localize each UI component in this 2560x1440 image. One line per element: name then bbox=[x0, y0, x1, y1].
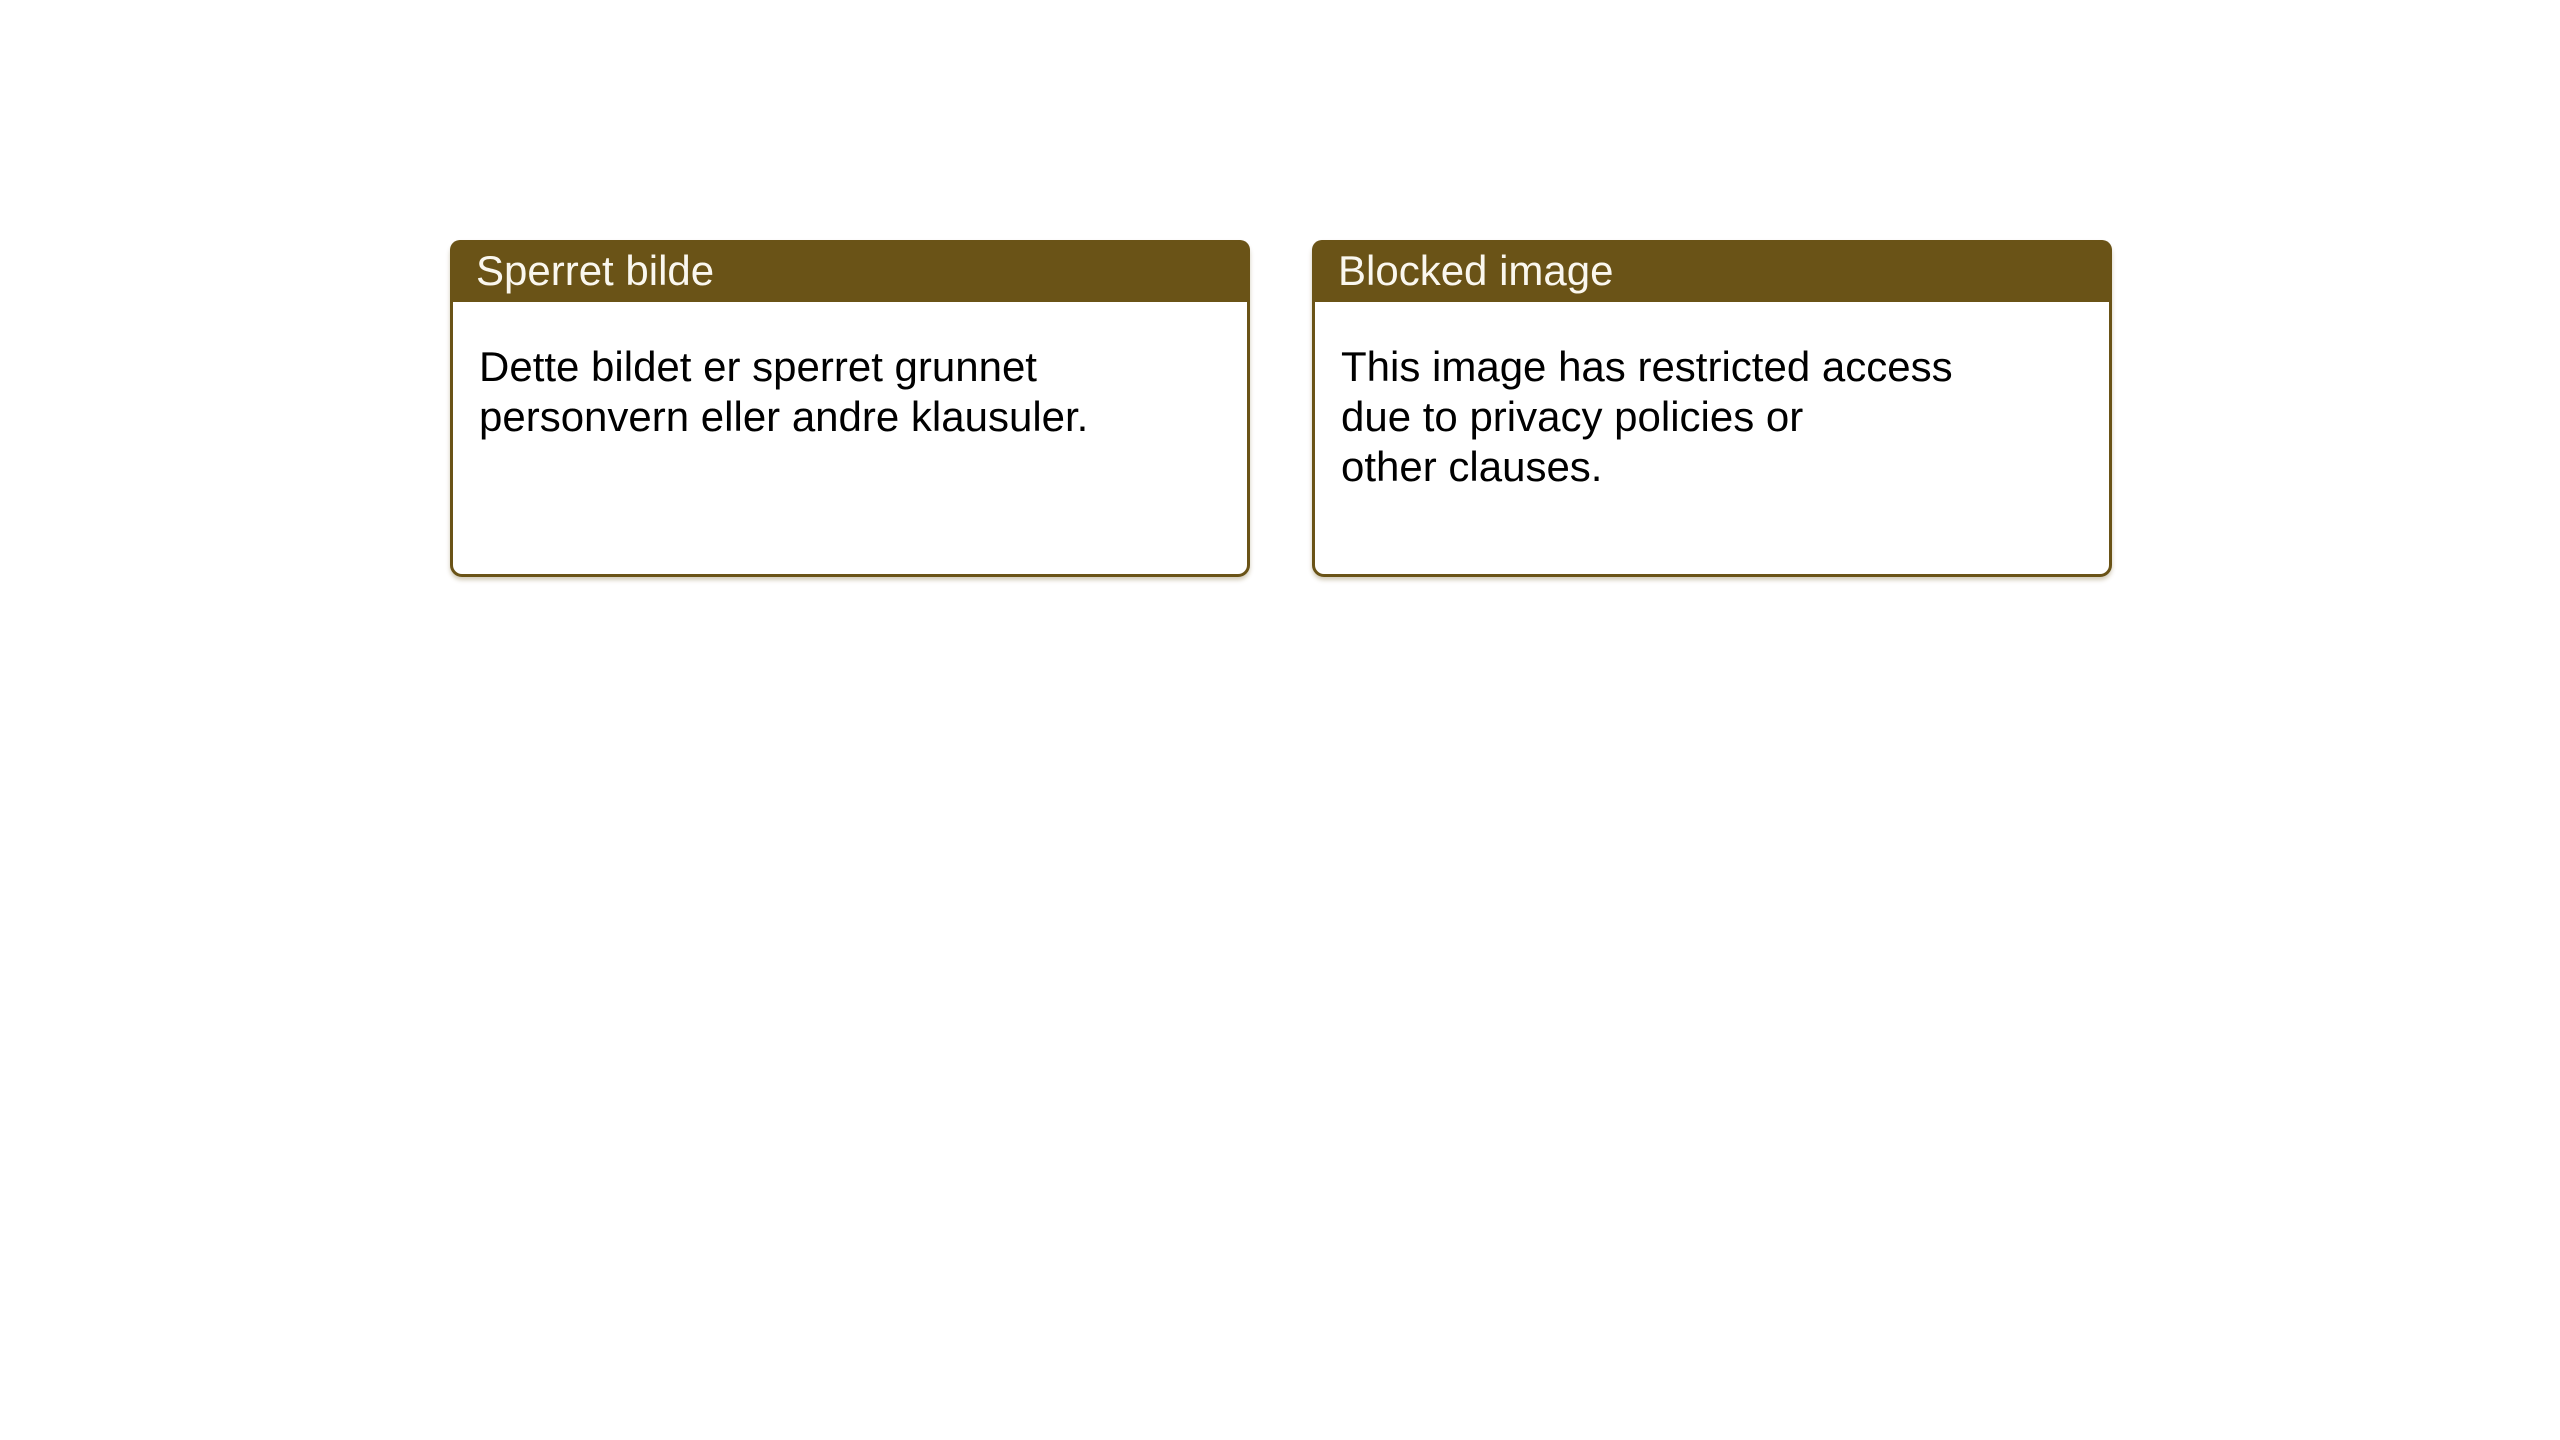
body-text-line: Dette bildet er sperret grunnet bbox=[479, 343, 1037, 390]
card-body bbox=[453, 302, 1247, 442]
card-title: Sperret bilde bbox=[476, 247, 715, 294]
card-title: Blocked image bbox=[1338, 247, 1614, 294]
body-text-line: other clauses. bbox=[1341, 443, 1603, 490]
body-text-line: personvern eller andre klausuler. bbox=[479, 393, 1089, 440]
blocked-image-card-english bbox=[1312, 240, 2112, 577]
card-header bbox=[1312, 240, 2112, 302]
blocked-image-card-norwegian bbox=[450, 240, 1250, 577]
card-header bbox=[450, 240, 1250, 302]
body-text-line: due to privacy policies or bbox=[1341, 393, 1804, 440]
body-text-line: This image has restricted access bbox=[1341, 343, 1953, 390]
card-body bbox=[1315, 302, 2109, 492]
